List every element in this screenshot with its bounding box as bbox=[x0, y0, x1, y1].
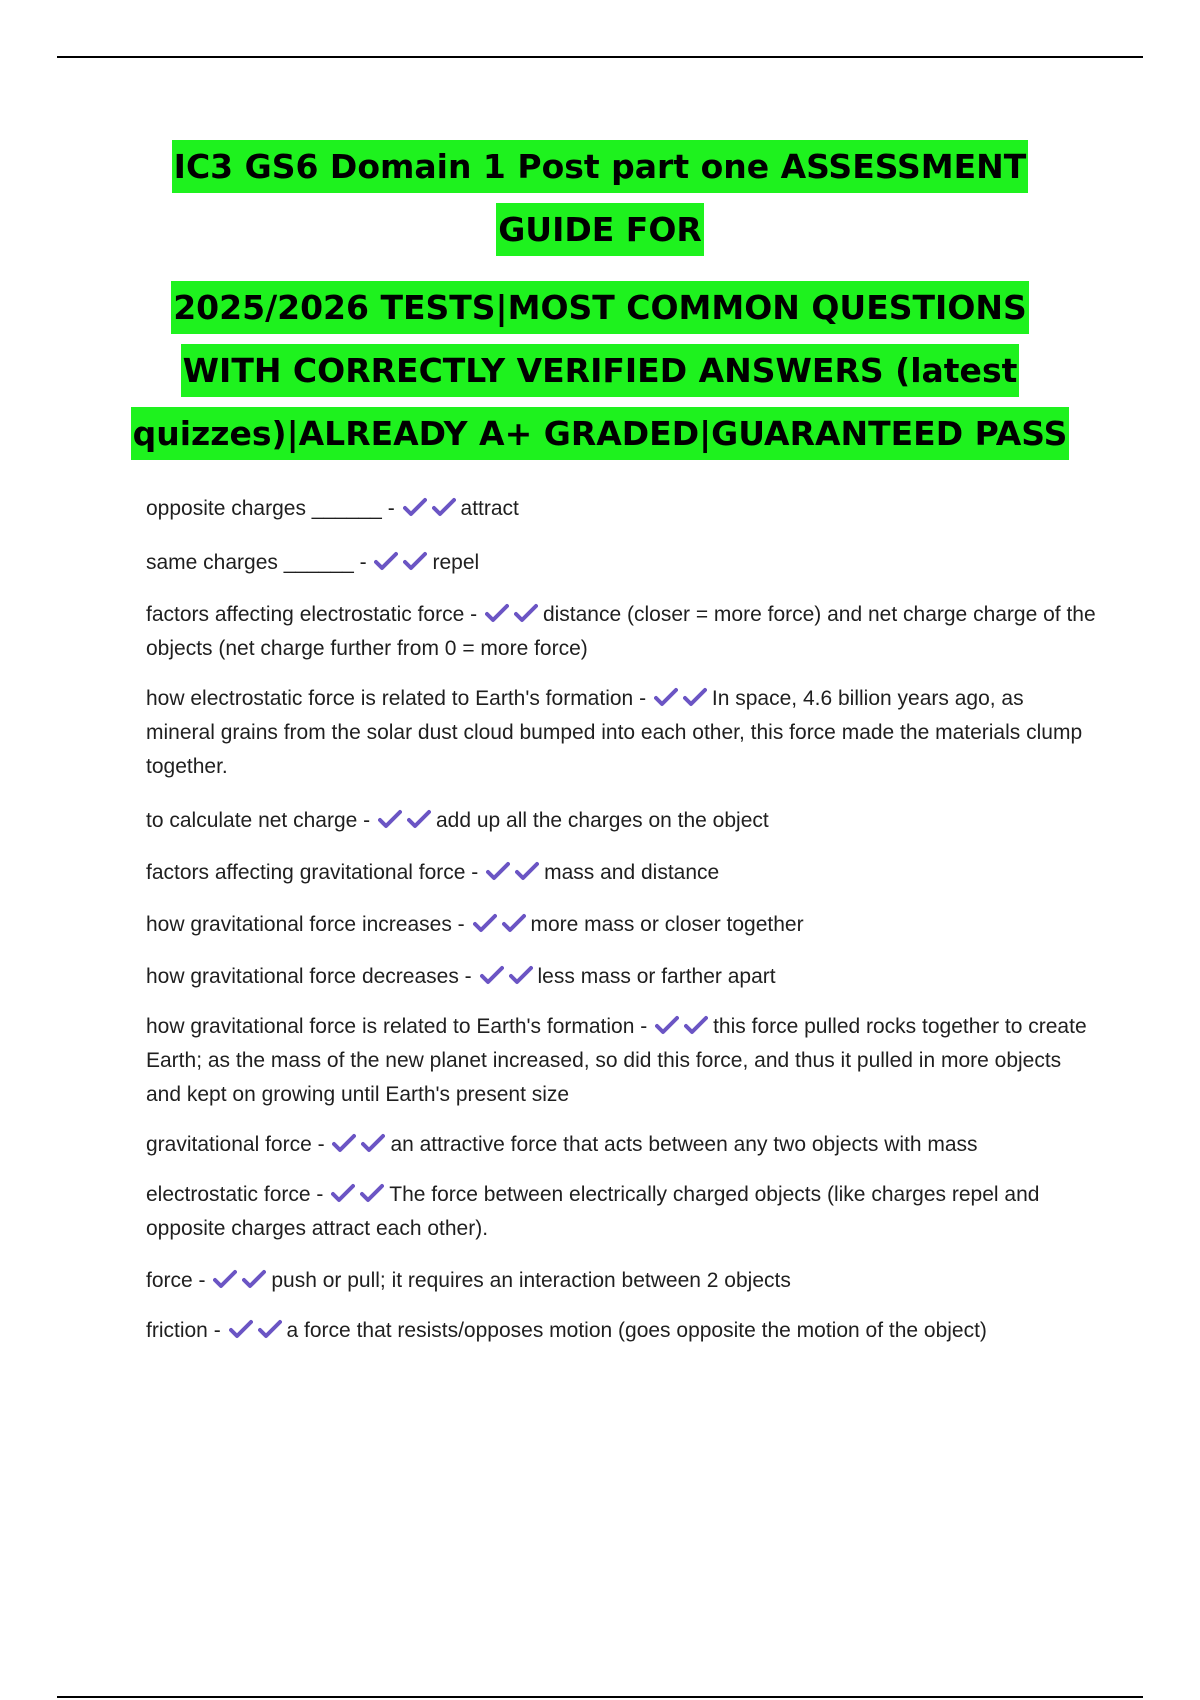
qa-separator: - bbox=[464, 603, 483, 626]
check-mark-icon bbox=[360, 1182, 384, 1204]
title-line-2: GUIDE FOR bbox=[496, 203, 704, 256]
qa-term: factors affecting gravitational force bbox=[146, 861, 466, 884]
check-mark-icon bbox=[332, 1132, 356, 1154]
qa-definition: this force pulled rocks together to create Earth; as the mass of the new planet increased, so did this force, and thus it pulled in more objects and kept on growing until Earth's present size bbox=[146, 1015, 1087, 1106]
qa-separator: - bbox=[353, 551, 373, 574]
qa-term: how electrostatic force is related to Earth's formation bbox=[146, 687, 634, 710]
check-mark-icon bbox=[480, 964, 504, 986]
qa-item bbox=[146, 1314, 1096, 1348]
qa-definition: The force between electrically charged objects (like charges repel and opposite charges attract each other). bbox=[146, 1183, 1040, 1240]
qa-item bbox=[146, 1178, 1096, 1246]
qa-term: friction bbox=[146, 1319, 208, 1342]
qa-definition: a force that resists/opposes motion (goes opposite the motion of the object) bbox=[286, 1319, 987, 1342]
qa-item bbox=[146, 546, 1096, 580]
qa-item bbox=[146, 682, 1096, 784]
verified-checks bbox=[485, 603, 543, 626]
check-mark-icon bbox=[502, 912, 526, 934]
qa-definition: less mass or farther apart bbox=[537, 965, 776, 988]
verified-checks bbox=[480, 965, 538, 988]
qa-separator: - bbox=[207, 1319, 227, 1342]
qa-separator: - bbox=[311, 1133, 331, 1156]
qa-term: how gravitational force increases bbox=[146, 913, 452, 936]
qa-separator: - bbox=[465, 861, 485, 884]
qa-separator: - bbox=[192, 1269, 212, 1292]
qa-item bbox=[146, 1264, 1096, 1298]
check-mark-icon bbox=[258, 1318, 282, 1340]
qa-term: same charges ______ bbox=[146, 551, 354, 574]
check-mark-icon bbox=[403, 550, 427, 572]
qa-term: to calculate net charge bbox=[146, 809, 358, 832]
bottom-rule bbox=[57, 1696, 1143, 1698]
qa-definition: distance (closer = more force) and net charge charge of the objects (net charge further from 0 = more force) bbox=[146, 603, 1096, 660]
qa-item bbox=[146, 856, 1096, 890]
check-mark-icon bbox=[378, 808, 402, 830]
verified-checks bbox=[654, 687, 712, 710]
qa-item bbox=[146, 908, 1096, 942]
check-mark-icon bbox=[684, 1014, 708, 1036]
verified-checks bbox=[213, 1269, 271, 1292]
check-mark-icon bbox=[432, 496, 456, 518]
check-mark-icon bbox=[473, 912, 497, 934]
title-line-3: 2025/2026 TESTS|MOST COMMON QUESTIONS bbox=[171, 281, 1029, 334]
check-mark-icon bbox=[485, 602, 509, 624]
check-mark-icon bbox=[403, 496, 427, 518]
qa-item bbox=[146, 804, 1096, 838]
qa-separator: - bbox=[633, 687, 652, 710]
check-mark-icon bbox=[514, 602, 538, 624]
verified-checks bbox=[473, 913, 531, 936]
qa-item bbox=[146, 492, 1096, 526]
qa-term: how gravitational force decreases bbox=[146, 965, 459, 988]
check-mark-icon bbox=[374, 550, 398, 572]
qa-separator: - bbox=[451, 913, 471, 936]
qa-term: how gravitational force is related to Earth's formation bbox=[146, 1015, 635, 1038]
verified-checks bbox=[403, 497, 461, 520]
qa-separator: - bbox=[310, 1183, 330, 1206]
qa-term: opposite charges ______ bbox=[146, 497, 382, 520]
check-mark-icon bbox=[515, 860, 539, 882]
qa-definition: In space, 4.6 billion years ago, as mineral grains from the solar dust cloud bumped into each other, this force made the materials clump together. bbox=[146, 687, 1083, 778]
verified-checks bbox=[486, 861, 544, 884]
title-line-4: WITH CORRECTLY VERIFIED ANSWERS (latest bbox=[181, 344, 1020, 397]
check-mark-icon bbox=[407, 808, 431, 830]
qa-term: factors affecting electrostatic force bbox=[146, 603, 465, 626]
qa-item bbox=[146, 1010, 1096, 1112]
qa-separator: - bbox=[634, 1015, 654, 1038]
qa-definition: mass and distance bbox=[544, 861, 720, 884]
verified-checks bbox=[332, 1133, 390, 1156]
qa-definition: an attractive force that acts between any two objects with mass bbox=[390, 1133, 978, 1156]
check-mark-icon bbox=[361, 1132, 385, 1154]
qa-definition: add up all the charges on the object bbox=[435, 809, 769, 832]
title-line-5: quizzes)|ALREADY A+ GRADED|GUARANTEED PASS bbox=[131, 407, 1070, 460]
check-mark-icon bbox=[486, 860, 510, 882]
qa-definition: repel bbox=[432, 551, 480, 574]
check-mark-icon bbox=[213, 1268, 237, 1290]
document-title bbox=[100, 140, 1100, 470]
title-line-1: IC3 GS6 Domain 1 Post part one ASSESSMENT bbox=[172, 140, 1029, 193]
verified-checks bbox=[331, 1183, 389, 1206]
check-mark-icon bbox=[655, 1014, 679, 1036]
verified-checks bbox=[378, 809, 436, 832]
qa-list bbox=[146, 492, 1096, 1348]
qa-item bbox=[146, 960, 1096, 994]
check-mark-icon bbox=[331, 1182, 355, 1204]
qa-item bbox=[146, 598, 1096, 666]
qa-definition: more mass or closer together bbox=[530, 913, 804, 936]
qa-item bbox=[146, 1128, 1096, 1162]
qa-term: gravitational force bbox=[146, 1133, 312, 1156]
check-mark-icon bbox=[654, 686, 678, 708]
qa-term: electrostatic force bbox=[146, 1183, 311, 1206]
check-mark-icon bbox=[229, 1318, 253, 1340]
qa-separator: - bbox=[381, 497, 401, 520]
qa-term: force bbox=[146, 1269, 193, 1292]
qa-definition: push or pull; it requires an interaction between 2 objects bbox=[271, 1269, 791, 1292]
verified-checks bbox=[229, 1319, 287, 1342]
verified-checks bbox=[655, 1015, 713, 1038]
qa-definition: attract bbox=[460, 497, 519, 520]
qa-separator: - bbox=[357, 809, 376, 832]
top-rule bbox=[57, 56, 1143, 58]
check-mark-icon bbox=[242, 1268, 266, 1290]
qa-separator: - bbox=[458, 965, 478, 988]
check-mark-icon bbox=[509, 964, 533, 986]
check-mark-icon bbox=[683, 686, 707, 708]
verified-checks bbox=[374, 551, 432, 574]
